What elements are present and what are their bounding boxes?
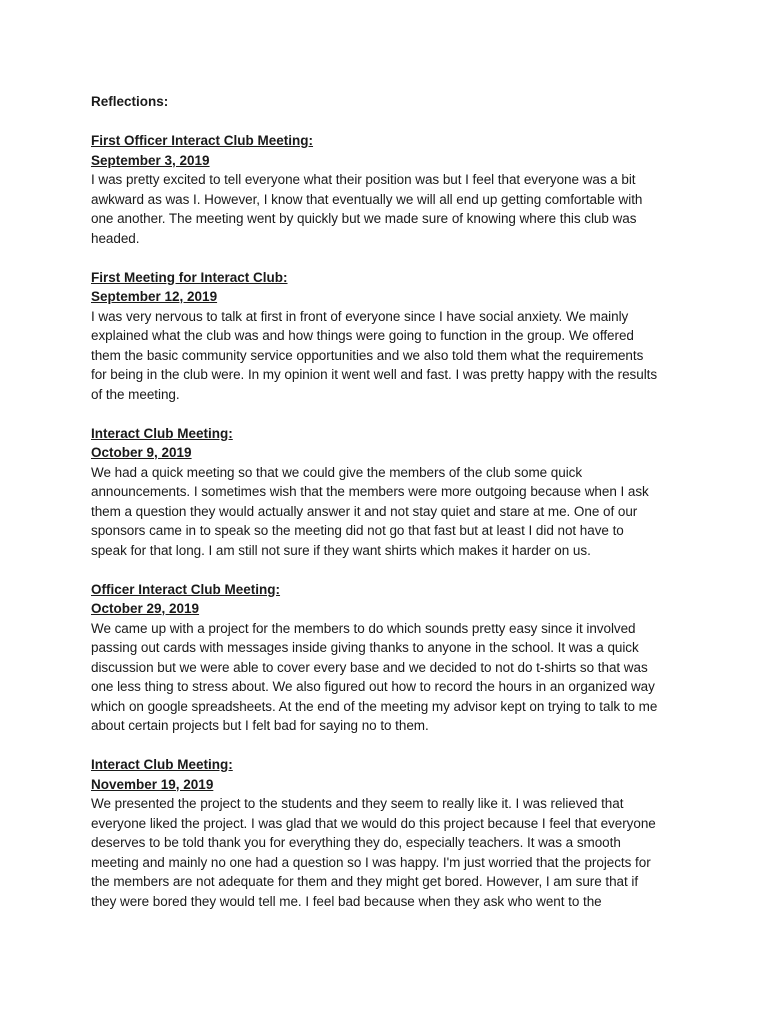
entries-list [91, 131, 691, 911]
entry-body-line: I was very nervous to talk at first in front of everyone since I have social anxiety. We mainly [91, 308, 629, 324]
entry-body-line: We presented the project to the students and they seem to really like it. I was relieved that [91, 796, 624, 811]
entry-title: Interact Club Meeting: [91, 757, 233, 772]
entry-title: Interact Club Meeting: [91, 425, 233, 441]
entry-title: Officer Interact Club Meeting: [91, 581, 281, 597]
entry-body-line: I was pretty excited to tell everyone what their position was but I feel that everyone was a bit [91, 172, 636, 187]
meeting-entry [91, 580, 691, 736]
entry-body-line: We had a quick meeting so that we could give the members of the club some quick [91, 464, 583, 480]
entry-body-line: We came up with a project for the members to do which sounds pretty easy since it involved [91, 620, 636, 636]
entry-body-line: of the meeting. [91, 386, 180, 402]
entry-body-line: them the basic community service opportunities and we also told them what the requirements [91, 347, 644, 363]
entry-date: October 29, 2019 [91, 601, 200, 616]
entry-date: October 9, 2019 [91, 445, 192, 460]
entry-body-line: deserves to be told thank you for everything they do, especially teachers. It was a smooth [91, 835, 621, 850]
entry-body-line: meeting and mainly no one had a question so I was happy. I'm just worried that the projects for [91, 854, 651, 870]
entry-body-line: discussion but we were able to cover every base and we decided to not do t-shirts so that was [91, 659, 648, 675]
entry-body-line: which on google spreadsheets. At the end of the meeting my advisor kept on trying to talk to me [91, 698, 658, 714]
meeting-entry [91, 131, 691, 248]
entry-body-line: one less thing to stress about. We also figured out how to record the hours in an organized way [91, 679, 655, 694]
meeting-entry [91, 268, 691, 405]
entry-body-line: announcements. I sometimes wish that the members were more outgoing because when I ask [91, 484, 649, 499]
entry-body-line: awkward as was I. However, I know that eventually we will all end up getting comfortable with [91, 191, 643, 207]
entry-body-line: headed. [91, 230, 140, 246]
entry-body-line: passing out cards with messages inside giving thanks to anyone in the school. It was a quick [91, 640, 639, 655]
entry-body-line: they were bored they would tell me. I feel bad because when they ask who went to the [91, 893, 602, 909]
entry-body-line: one another. The meeting went by quickly but we made sure of knowing where this club was [91, 211, 637, 226]
entry-body-line: the members are not adequate for them and they might get bored. However, I am sure that if [91, 874, 639, 889]
document-page [91, 92, 691, 931]
entry-body-line: about certain projects but I felt bad for saying no to them. [91, 718, 429, 733]
entry-body-line: everyone liked the project. I was glad that we would do this project because I feel that everyone [91, 815, 656, 831]
entry-body-line: sponsors came in to speak so the meeting did not go that fast but at least I did not have to [91, 523, 624, 538]
meeting-entry [91, 755, 691, 911]
document-heading: Reflections: [91, 94, 169, 109]
entry-body-line: speak for that long. I am still not sure if they want shirts which makes it harder on us. [91, 542, 591, 558]
entry-body-line: explained what the club was and how things were going to function in the group. We offered [91, 328, 634, 343]
meeting-entry [91, 424, 691, 561]
entry-body-line: them a question they would actually answer it and not stay quiet and stare at me. One of our [91, 503, 638, 519]
entry-title: First Officer Interact Club Meeting: [91, 133, 314, 148]
entry-date: September 3, 2019 [91, 152, 210, 168]
entry-title: First Meeting for Interact Club: [91, 269, 288, 285]
entry-body-line: for being in the club were. In my opinion it went well and fast. I was pretty happy with the results [91, 367, 658, 382]
entry-date: November 19, 2019 [91, 776, 214, 792]
entry-date: September 12, 2019 [91, 289, 218, 304]
